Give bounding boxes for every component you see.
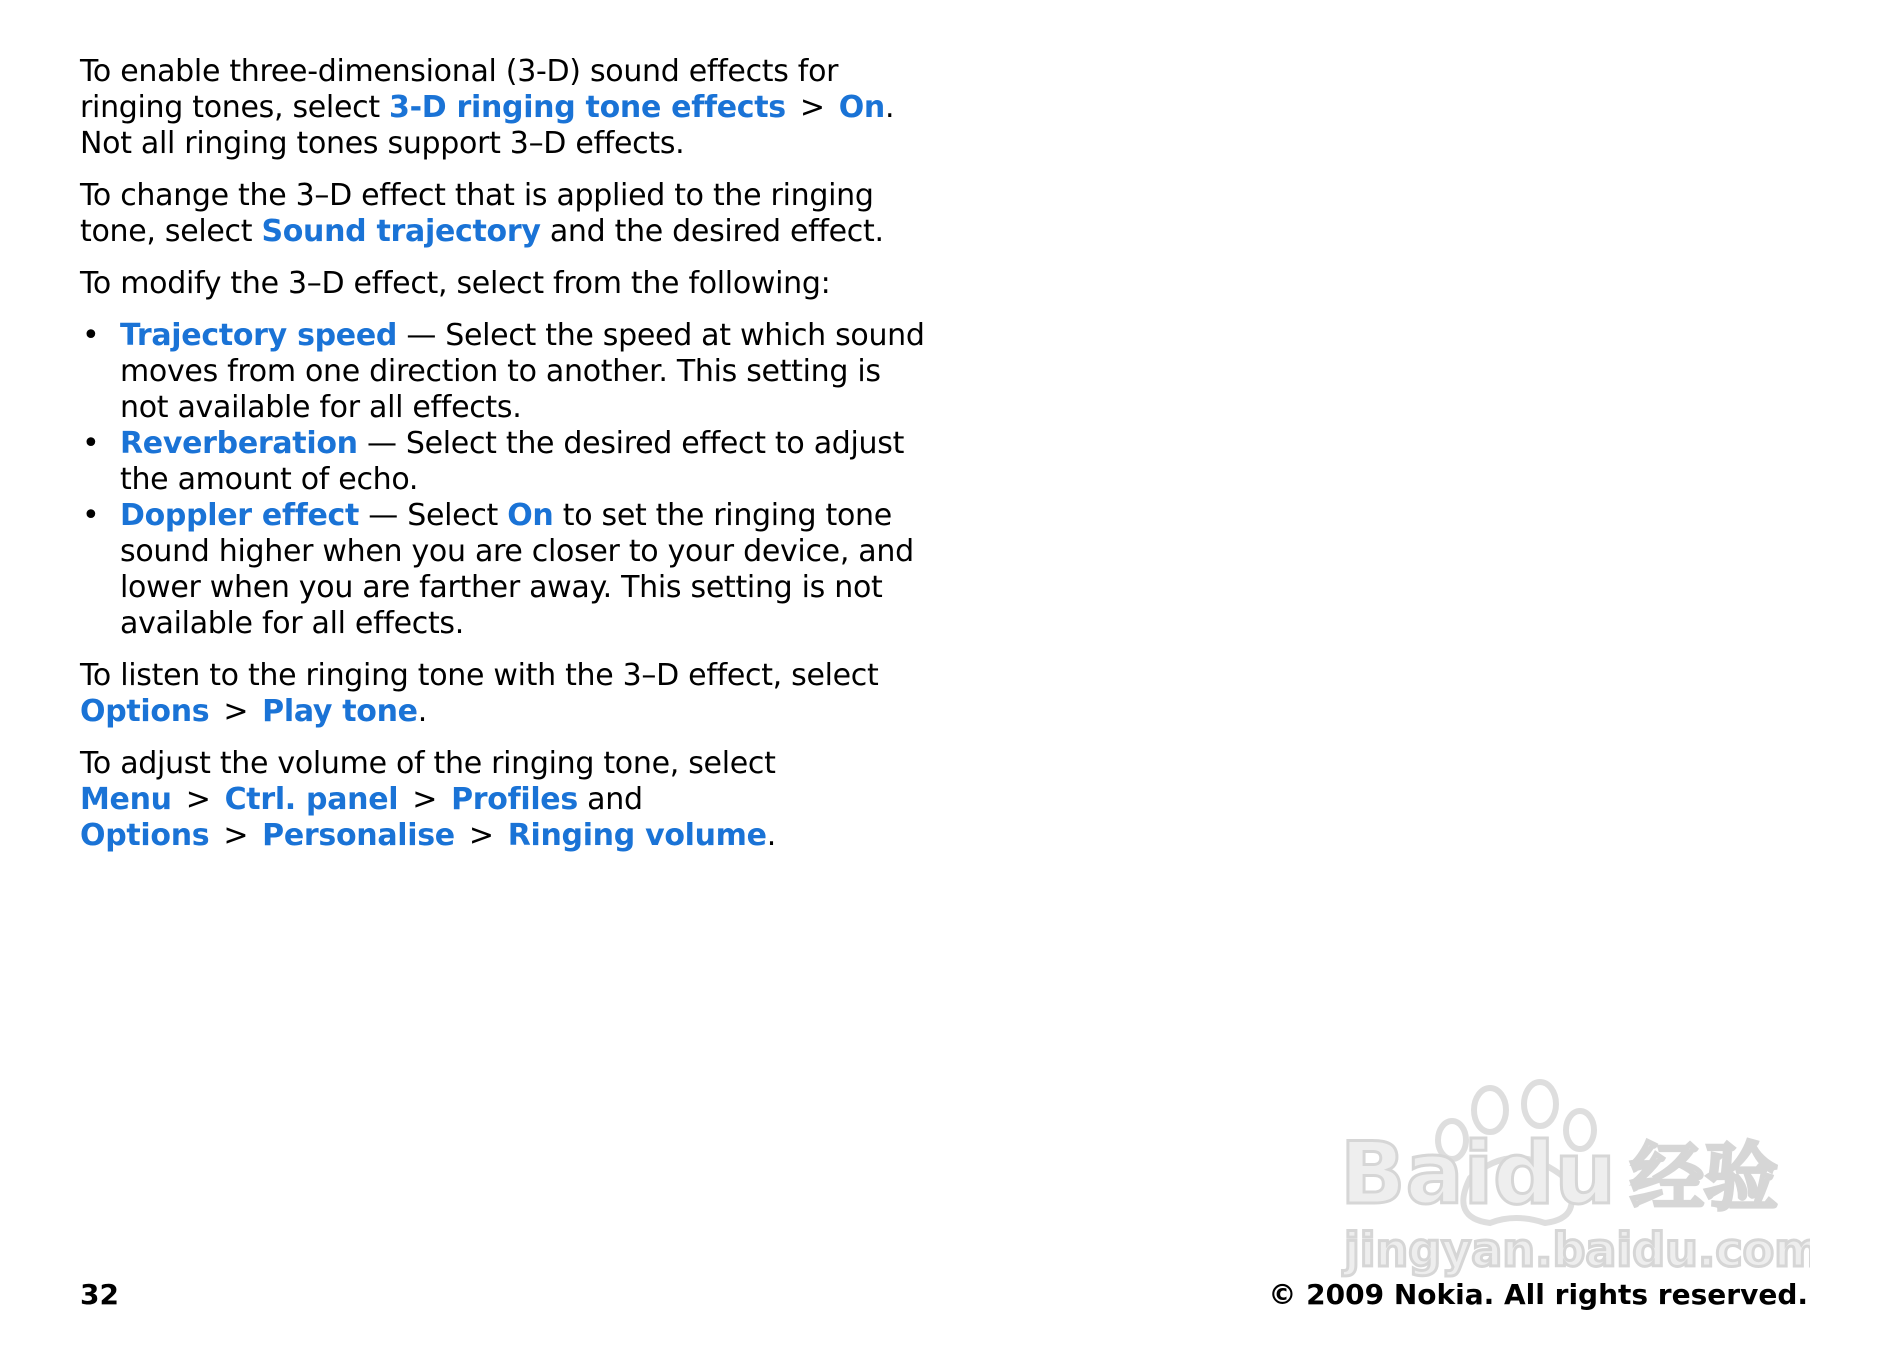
menu-link-profiles[interactable]: Profiles: [451, 782, 578, 817]
baidu-paw-logo-icon: [1340, 1078, 1810, 1288]
menu-link-options[interactable]: Options: [80, 818, 210, 853]
menu-link-personalise[interactable]: Personalise: [262, 818, 455, 853]
text: .: [417, 694, 427, 729]
option-list: [80, 318, 930, 642]
menu-separator: >: [412, 782, 438, 817]
list-item-doppler-effect: [80, 498, 930, 642]
menu-link-3d-ringing-tone-effects[interactable]: 3-D ringing tone effects: [389, 90, 786, 125]
text: — Select: [359, 498, 508, 533]
list-item-trajectory-speed: [80, 318, 930, 426]
menu-link-options[interactable]: Options: [80, 694, 210, 729]
paragraph-volume: [80, 746, 930, 854]
menu-separator: >: [799, 90, 825, 125]
bullet: •: [82, 498, 100, 533]
paragraph-change-effect: [80, 178, 930, 250]
document-body: [80, 54, 930, 870]
text: .: [766, 818, 776, 853]
text: — Select the desired effect to adjust the amount of echo.: [120, 426, 905, 497]
watermark-cn: 经验: [1630, 1135, 1778, 1221]
watermark-url: jingyan.baidu.com: [1344, 1223, 1810, 1277]
baidu-watermark: [1340, 1078, 1810, 1288]
menu-link-ringing-volume[interactable]: Ringing volume: [507, 818, 767, 853]
menu-separator: >: [223, 694, 249, 729]
menu-link-on[interactable]: On: [507, 498, 554, 533]
list-item-reverberation: [80, 426, 930, 498]
text: To modify the 3–D effect, select from the following:: [80, 266, 831, 301]
paragraph-listen: [80, 658, 930, 730]
text: To change the 3–D effect that is applied to the ringing tone, select: [80, 178, 874, 249]
paragraph-3d-enable: [80, 54, 930, 162]
menu-link-doppler-effect[interactable]: Doppler effect: [120, 498, 360, 533]
text: . Not all ringing tones support 3–D effects.: [80, 90, 895, 161]
text: and the desired effect.: [540, 214, 884, 249]
text: To adjust the volume of the ringing tone, select: [80, 746, 776, 781]
watermark-brand: Baidu: [1340, 1124, 1616, 1224]
menu-link-sound-trajectory[interactable]: Sound trajectory: [261, 214, 541, 249]
menu-link-on[interactable]: On: [838, 90, 885, 125]
menu-separator: >: [223, 818, 249, 853]
menu-separator: >: [185, 782, 211, 817]
paragraph-modify-intro: [80, 266, 930, 302]
text: — Select the speed at which sound moves from one direction to another. This setting is not available for all effects.: [120, 318, 925, 425]
copyright-notice: © 2009 Nokia. All rights reserved.: [1268, 1278, 1808, 1311]
menu-link-ctrl-panel[interactable]: Ctrl. panel: [224, 782, 399, 817]
menu-link-play-tone[interactable]: Play tone: [262, 694, 418, 729]
menu-link-trajectory-speed[interactable]: Trajectory speed: [120, 318, 398, 353]
menu-link-reverberation[interactable]: Reverberation: [120, 426, 358, 461]
menu-link-menu[interactable]: Menu: [80, 782, 172, 817]
bullet: •: [82, 318, 100, 353]
text: and: [577, 782, 643, 817]
page-number: 32: [80, 1278, 119, 1311]
text: To enable three-dimensional (3-D) sound effects for ringing tones, select: [80, 54, 839, 125]
text: to set the ringing tone sound higher when you are closer to your device, and lower when you are farther away. This setting is not available for all effects.: [120, 498, 914, 641]
text: To listen to the ringing tone with the 3–D effect, select: [80, 658, 879, 693]
bullet: •: [82, 426, 100, 461]
menu-separator: >: [468, 818, 494, 853]
